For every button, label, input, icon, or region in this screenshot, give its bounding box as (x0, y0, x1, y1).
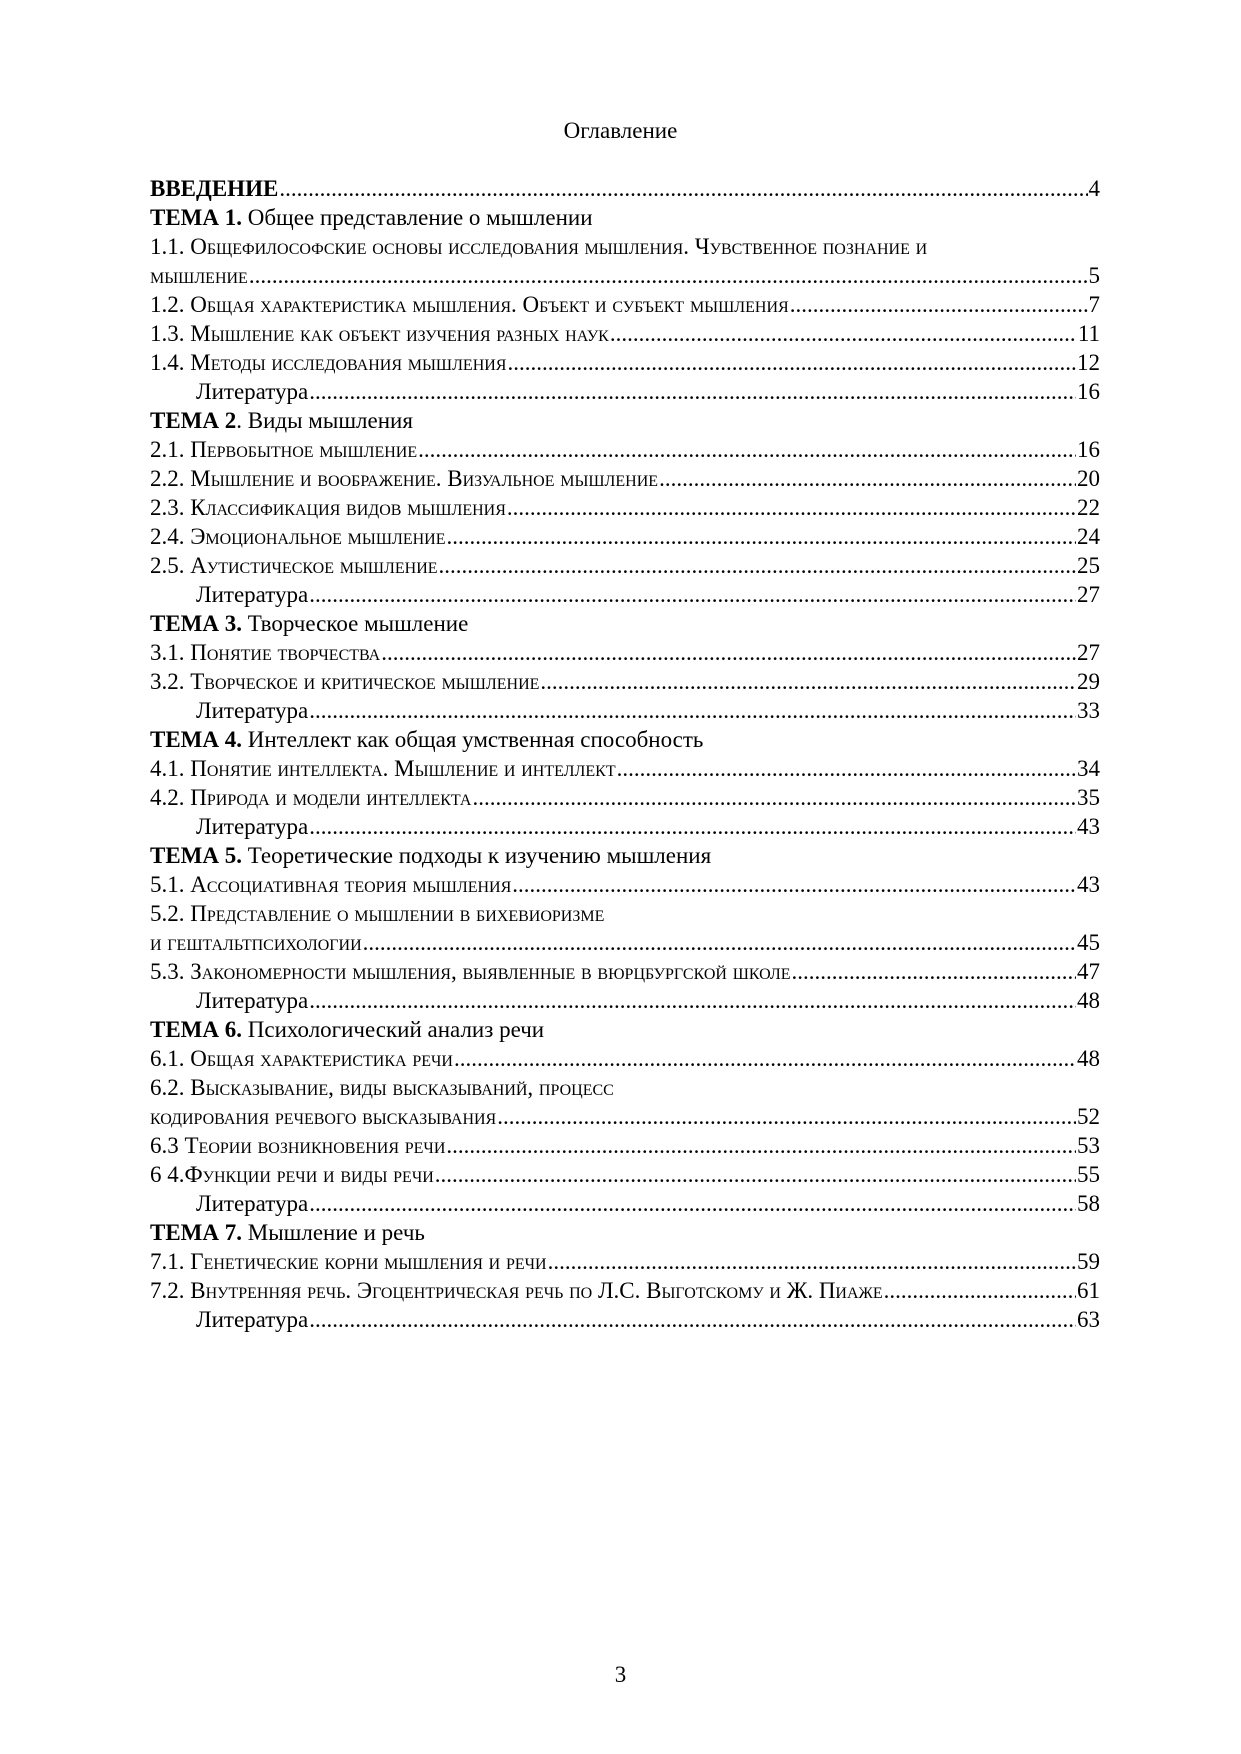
dot-leader (309, 986, 1076, 1015)
dot-leader (540, 667, 1076, 696)
topic-number: ТЕМА 5. (150, 843, 242, 868)
topic-title: Творческое мышление (247, 611, 469, 636)
toc-page-number: 22 (1077, 495, 1100, 520)
toc-entry-title: 4.2. Природа и модели интеллекта (150, 785, 472, 810)
toc-entry[interactable] (150, 435, 1100, 464)
toc-page-number: 48 (1077, 1046, 1100, 1071)
dot-leader (279, 174, 1087, 203)
toc-page-number: 11 (1077, 321, 1100, 346)
toc-entry-title: 3.2. Творческое и критическое мышление (150, 669, 540, 694)
toc-literature-label: Литература (196, 988, 309, 1013)
toc-page-number: 20 (1077, 466, 1100, 491)
toc-entry-title: мышление (150, 263, 248, 288)
topic-number: ТЕМА 2 (150, 408, 237, 433)
dot-leader (309, 1189, 1076, 1218)
topic-heading[interactable] (150, 203, 1100, 232)
toc-entry[interactable] (150, 957, 1100, 986)
toc-entry-literature[interactable] (150, 986, 1100, 1015)
toc-page-number: 27 (1077, 582, 1100, 607)
dot-leader (454, 1044, 1076, 1073)
toc-entry-title: 1.2. Общая характеристика мышления. Объект и субъект мышления (150, 292, 789, 317)
topic-number: ТЕМА 4. (150, 727, 242, 752)
toc-page-number: 4 (1088, 176, 1100, 201)
topic-title: Мышление и речь (247, 1220, 425, 1245)
dot-leader (249, 261, 1088, 290)
toc-entry-title: 2.1. Первобытное мышление (150, 437, 418, 462)
toc-entry-title: 5.1. Ассоциативная теория мышления (150, 872, 512, 897)
toc-entry-title: 6 4.Функции речи и виды речи (150, 1162, 434, 1187)
toc-entry-title: 4.1. Понятие интеллекта. Мышление и интеллект (150, 756, 616, 781)
toc-entry-title: и гештальтпсихологии (150, 930, 362, 955)
dot-leader (617, 754, 1076, 783)
toc-entry[interactable] (150, 493, 1100, 522)
toc-entry-title: кодирования речевого высказывания (150, 1104, 497, 1129)
toc-literature-label: Литература (196, 698, 309, 723)
dot-leader (790, 290, 1088, 319)
toc-entry-literature[interactable] (150, 696, 1100, 725)
toc-page-number: 7 (1088, 292, 1100, 317)
dot-leader (309, 696, 1076, 725)
toc-entry-literature[interactable] (150, 1305, 1100, 1334)
toc-page-number: 59 (1077, 1249, 1100, 1274)
dot-leader (435, 1160, 1076, 1189)
toc-entry[interactable] (150, 1160, 1100, 1189)
toc-page-number: 58 (1077, 1191, 1100, 1216)
toc-entry-literature[interactable] (150, 377, 1100, 406)
toc-page-number: 43 (1077, 872, 1100, 897)
toc-entry-line1[interactable]: 6.2. Высказывание, виды высказываний, процесс (150, 1075, 614, 1100)
toc-literature-label: Литература (196, 814, 309, 839)
toc-page-number: 63 (1077, 1307, 1100, 1332)
toc-entry[interactable] (150, 348, 1100, 377)
toc-entry[interactable] (150, 1276, 1100, 1305)
toc-entry[interactable] (150, 1247, 1100, 1276)
toc-page-number: 5 (1088, 263, 1100, 288)
dot-leader (659, 464, 1076, 493)
dot-leader (472, 783, 1076, 812)
topic-title: Теоретические подходы к изучению мышления (247, 843, 712, 868)
dot-leader (512, 870, 1076, 899)
toc-entry-title: 1.4. Методы исследования мышления (150, 350, 507, 375)
toc-page-number: 61 (1077, 1278, 1100, 1303)
topic-heading[interactable] (150, 841, 1100, 870)
toc-page-number: 33 (1077, 698, 1100, 723)
toc-page-number: 24 (1077, 524, 1100, 549)
toc-entry[interactable] (150, 1102, 1100, 1131)
toc-entry-title: 5.3. Закономерности мышления, выявленные в вюрцбургской школе (150, 959, 791, 984)
toc-entry[interactable] (150, 1131, 1100, 1160)
toc-literature-label: Литература (196, 1307, 309, 1332)
toc-page-number: 27 (1077, 640, 1100, 665)
toc-page-number: 35 (1077, 785, 1100, 810)
topic-heading[interactable] (150, 725, 1100, 754)
topic-heading[interactable] (150, 406, 1100, 435)
toc-entry-line1[interactable]: 1.1. Общефилософские основы исследования мышления. Чувственное познание и (150, 234, 928, 259)
toc-entry[interactable] (150, 638, 1100, 667)
dot-leader (363, 928, 1076, 957)
toc-page-number: 16 (1077, 437, 1100, 462)
dot-leader (381, 638, 1076, 667)
toc-page-number: 25 (1077, 553, 1100, 578)
dot-leader (418, 435, 1076, 464)
toc-entry[interactable] (150, 261, 1100, 290)
topic-heading[interactable] (150, 609, 1100, 638)
toc-entry-title: 1.3. Мышление как объект изучения разных наук (150, 321, 609, 346)
toc-literature-label: Литература (196, 582, 309, 607)
topic-title: Интеллект как общая умственная способность (247, 727, 704, 752)
toc-page-number: 29 (1077, 669, 1100, 694)
toc-page-number: 55 (1077, 1162, 1100, 1187)
toc-entry-literature[interactable] (150, 580, 1100, 609)
toc-entry-title: 7.1. Генетические корни мышления и речи (150, 1249, 547, 1274)
toc-entry-title: 2.3. Классификация видов мышления (150, 495, 506, 520)
dot-leader (507, 493, 1076, 522)
toc-entry-literature[interactable] (150, 1189, 1100, 1218)
toc-entry[interactable] (150, 783, 1100, 812)
dot-leader (548, 1247, 1076, 1276)
toc-page-number: 16 (1077, 379, 1100, 404)
toc-entry-title: 6.3 Теории возникновения речи (150, 1133, 446, 1158)
toc-entry-title: 7.2. Внутренняя речь. Эгоцентрическая речь по Л.С. Выготскому и Ж. Пиаже (150, 1278, 883, 1303)
page-title: Оглавление (563, 118, 678, 143)
dot-leader (309, 580, 1076, 609)
toc-entry[interactable] (150, 522, 1100, 551)
toc-entry-title: 2.2. Мышление и воображение. Визуальное мышление (150, 466, 659, 491)
topic-number: ТЕМА 3. (150, 611, 242, 636)
dot-leader (309, 812, 1076, 841)
toc-entry-title: 3.1. Понятие творчества (150, 640, 381, 665)
toc-entry-literature[interactable] (150, 812, 1100, 841)
toc-page-number: 53 (1077, 1133, 1100, 1158)
table-of-contents (150, 174, 1100, 1334)
toc-entry-title: 2.5. Аутистическое мышление (150, 553, 438, 578)
dot-leader (497, 1102, 1076, 1131)
topic-title: Психологический анализ речи (247, 1017, 545, 1042)
toc-page-number: 12 (1077, 350, 1100, 375)
toc-entry[interactable] (150, 754, 1100, 783)
dot-leader (439, 551, 1076, 580)
toc-entry[interactable] (150, 1044, 1100, 1073)
toc-entry[interactable] (150, 290, 1100, 319)
topic-title: Общее представление о мышлении (247, 205, 593, 230)
toc-entry[interactable] (150, 551, 1100, 580)
dot-leader (884, 1276, 1076, 1305)
toc-page-number: 52 (1077, 1104, 1100, 1129)
toc-entry-title: 2.4. Эмоциональное мышление (150, 524, 446, 549)
toc-literature-label: Литература (196, 379, 309, 404)
topic-number: ТЕМА 7. (150, 1220, 242, 1245)
toc-page-number: 34 (1077, 756, 1100, 781)
topic-title: . Виды мышления (236, 408, 413, 433)
toc-entry[interactable] (150, 319, 1100, 348)
dot-leader (507, 348, 1076, 377)
toc-entry-line1[interactable]: 5.2. Представление о мышлении в бихевиоризме (150, 901, 605, 926)
toc-entry[interactable] (150, 870, 1100, 899)
dot-leader (446, 1131, 1076, 1160)
toc-entry[interactable] (150, 464, 1100, 493)
dot-leader (610, 319, 1077, 348)
dot-leader (309, 1305, 1076, 1334)
toc-page-number: 48 (1077, 988, 1100, 1013)
topic-heading[interactable] (150, 1015, 1100, 1044)
toc-page-number: 45 (1077, 930, 1100, 955)
toc-entry[interactable] (150, 928, 1100, 957)
toc-entry-title: 6.1. Общая характеристика речи (150, 1046, 453, 1071)
toc-page-number: 43 (1077, 814, 1100, 839)
dot-leader (309, 377, 1076, 406)
topic-heading[interactable] (150, 1218, 1100, 1247)
toc-entry[interactable] (150, 667, 1100, 696)
topic-number: ТЕМА 1. (150, 205, 242, 230)
toc-intro-label: ВВЕДЕНИЕ (150, 176, 279, 201)
page-number: 3 (614, 1662, 627, 1687)
dot-leader (792, 957, 1077, 986)
toc-page-number: 47 (1077, 959, 1100, 984)
dot-leader (447, 522, 1077, 551)
topic-number: ТЕМА 6. (150, 1017, 242, 1042)
toc-literature-label: Литература (196, 1191, 309, 1216)
toc-entry-intro[interactable] (150, 174, 1100, 203)
